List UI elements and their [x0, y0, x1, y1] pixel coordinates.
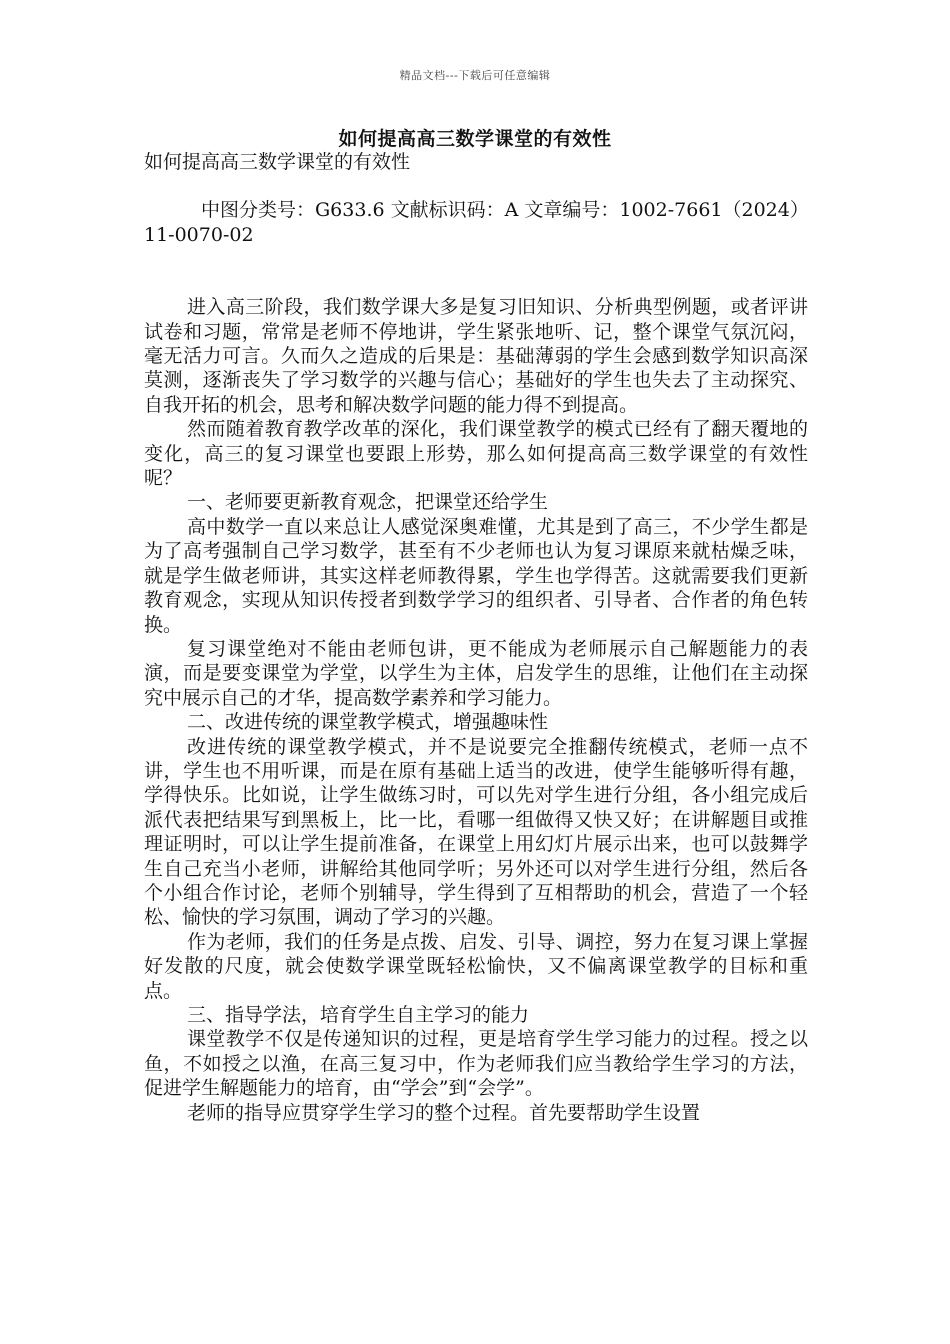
- document-subtitle: 如何提高高三数学课堂的有效性: [144, 151, 411, 173]
- classification-meta: 中图分类号：G633.6 文献标识码：A 文章编号：1002-7661（2024）11-0070-02: [144, 199, 800, 246]
- paragraph-section3-a: 课堂教学不仅是传递知识的过程，更是培育学生学习能力的过程。授之以鱼，不如授之以渔，在高三复习中，作为老师我们应当教给学生学习的方法，促进学生解题能力的培育，由“学会”到“会学”。: [144, 1028, 808, 1100]
- paragraph-section2-b: 作为老师，我们的任务是点拨、启发、引导、调控，努力在复习课上掌握好发散的尺度，就会使数学课堂既轻松愉快，又不偏离课堂教学的目标和重点。: [144, 930, 808, 1002]
- section-heading-3: 三、指导学法，培育学生自主学习的能力: [187, 1004, 530, 1026]
- paragraph-section2-a: 改进传统的课堂教学模式，并不是说要完全推翻传统模式，老师一点不讲，学生也不用听课，而是在原有基础上适当的改进，使学生能够听得有趣，学得快乐。比如说，让学生做练习时，可以先对学生进行分组，各小组完成后派代表把结果写到黑板上，比一比，看哪一组做得又快又好；在讲解题目或推理证明时，可以让学生提前准备，在课堂上用幻灯片展示出来，也可以鼓舞学生自己充当小老师，讲解给其他同学听；另外还可以对学生进行分组，然后各个小组合作讨论，老师个别辅导，学生得到了互相帮助的机会，营造了一个轻松、愉快的学习氛围，调动了学习的兴趣。: [144, 735, 808, 929]
- paragraph-intro: 进入高三阶段，我们数学课大多是复习旧知识、分析典型例题，或者评讲试卷和习题，常常是老师不停地讲，学生紧张地听、记，整个课堂气氛沉闷，毫无活力可言。久而久之造成的后果是：基础薄弱的学生会感到数学知识高深莫测，逐渐丧失了学习数学的兴趣与信心；基础好的学生也失去了主动探究、自我开拓的机会，思考和解决数学问题的能力得不到提高。: [144, 296, 808, 416]
- paragraph-section3-b: 老师的指导应贯穿学生学习的整个过程。首先要帮助学生设置: [187, 1101, 701, 1124]
- section-heading-1: 一、老师要更新教育观念，把课堂还给学生: [187, 491, 549, 514]
- section-heading-2: 二、改进传统的课堂教学模式，增强趣味性: [187, 711, 549, 734]
- document-body: [144, 150, 808, 1125]
- document-title: 如何提高高三数学课堂的有效性: [338, 128, 612, 150]
- paragraph-question: 然而随着教育教学改革的深化，我们课堂教学的模式已经有了翻天覆地的变化，高三的复习课堂也要跟上形势，那么如何提高高三数学课堂的有效性呢？: [144, 418, 808, 490]
- page-header-note: 精品文档---下载后可任意编辑: [399, 69, 551, 82]
- paragraph-section1-a: 高中数学一直以来总让人感觉深奥难懂，尤其是到了高三，不少学生都是为了高考强制自己学习数学，甚至有不少老师也认为复习课原来就枯燥乏味，就是学生做老师讲，其实这样老师教得累，学生也学得苦。这就需要我们更新教育观念，实现从知识传授者到数学学习的组织者、引导者、合作者的角色转换。: [144, 515, 808, 636]
- paragraph-section1-b: 复习课堂绝对不能由老师包讲，更不能成为老师展示自己解题能力的表演，而是要变课堂为学堂，以学生为主体，启发学生的思维，让他们在主动探究中展示自己的才华，提高数学素养和学习能力。: [144, 637, 808, 709]
- spacer: [144, 247, 808, 295]
